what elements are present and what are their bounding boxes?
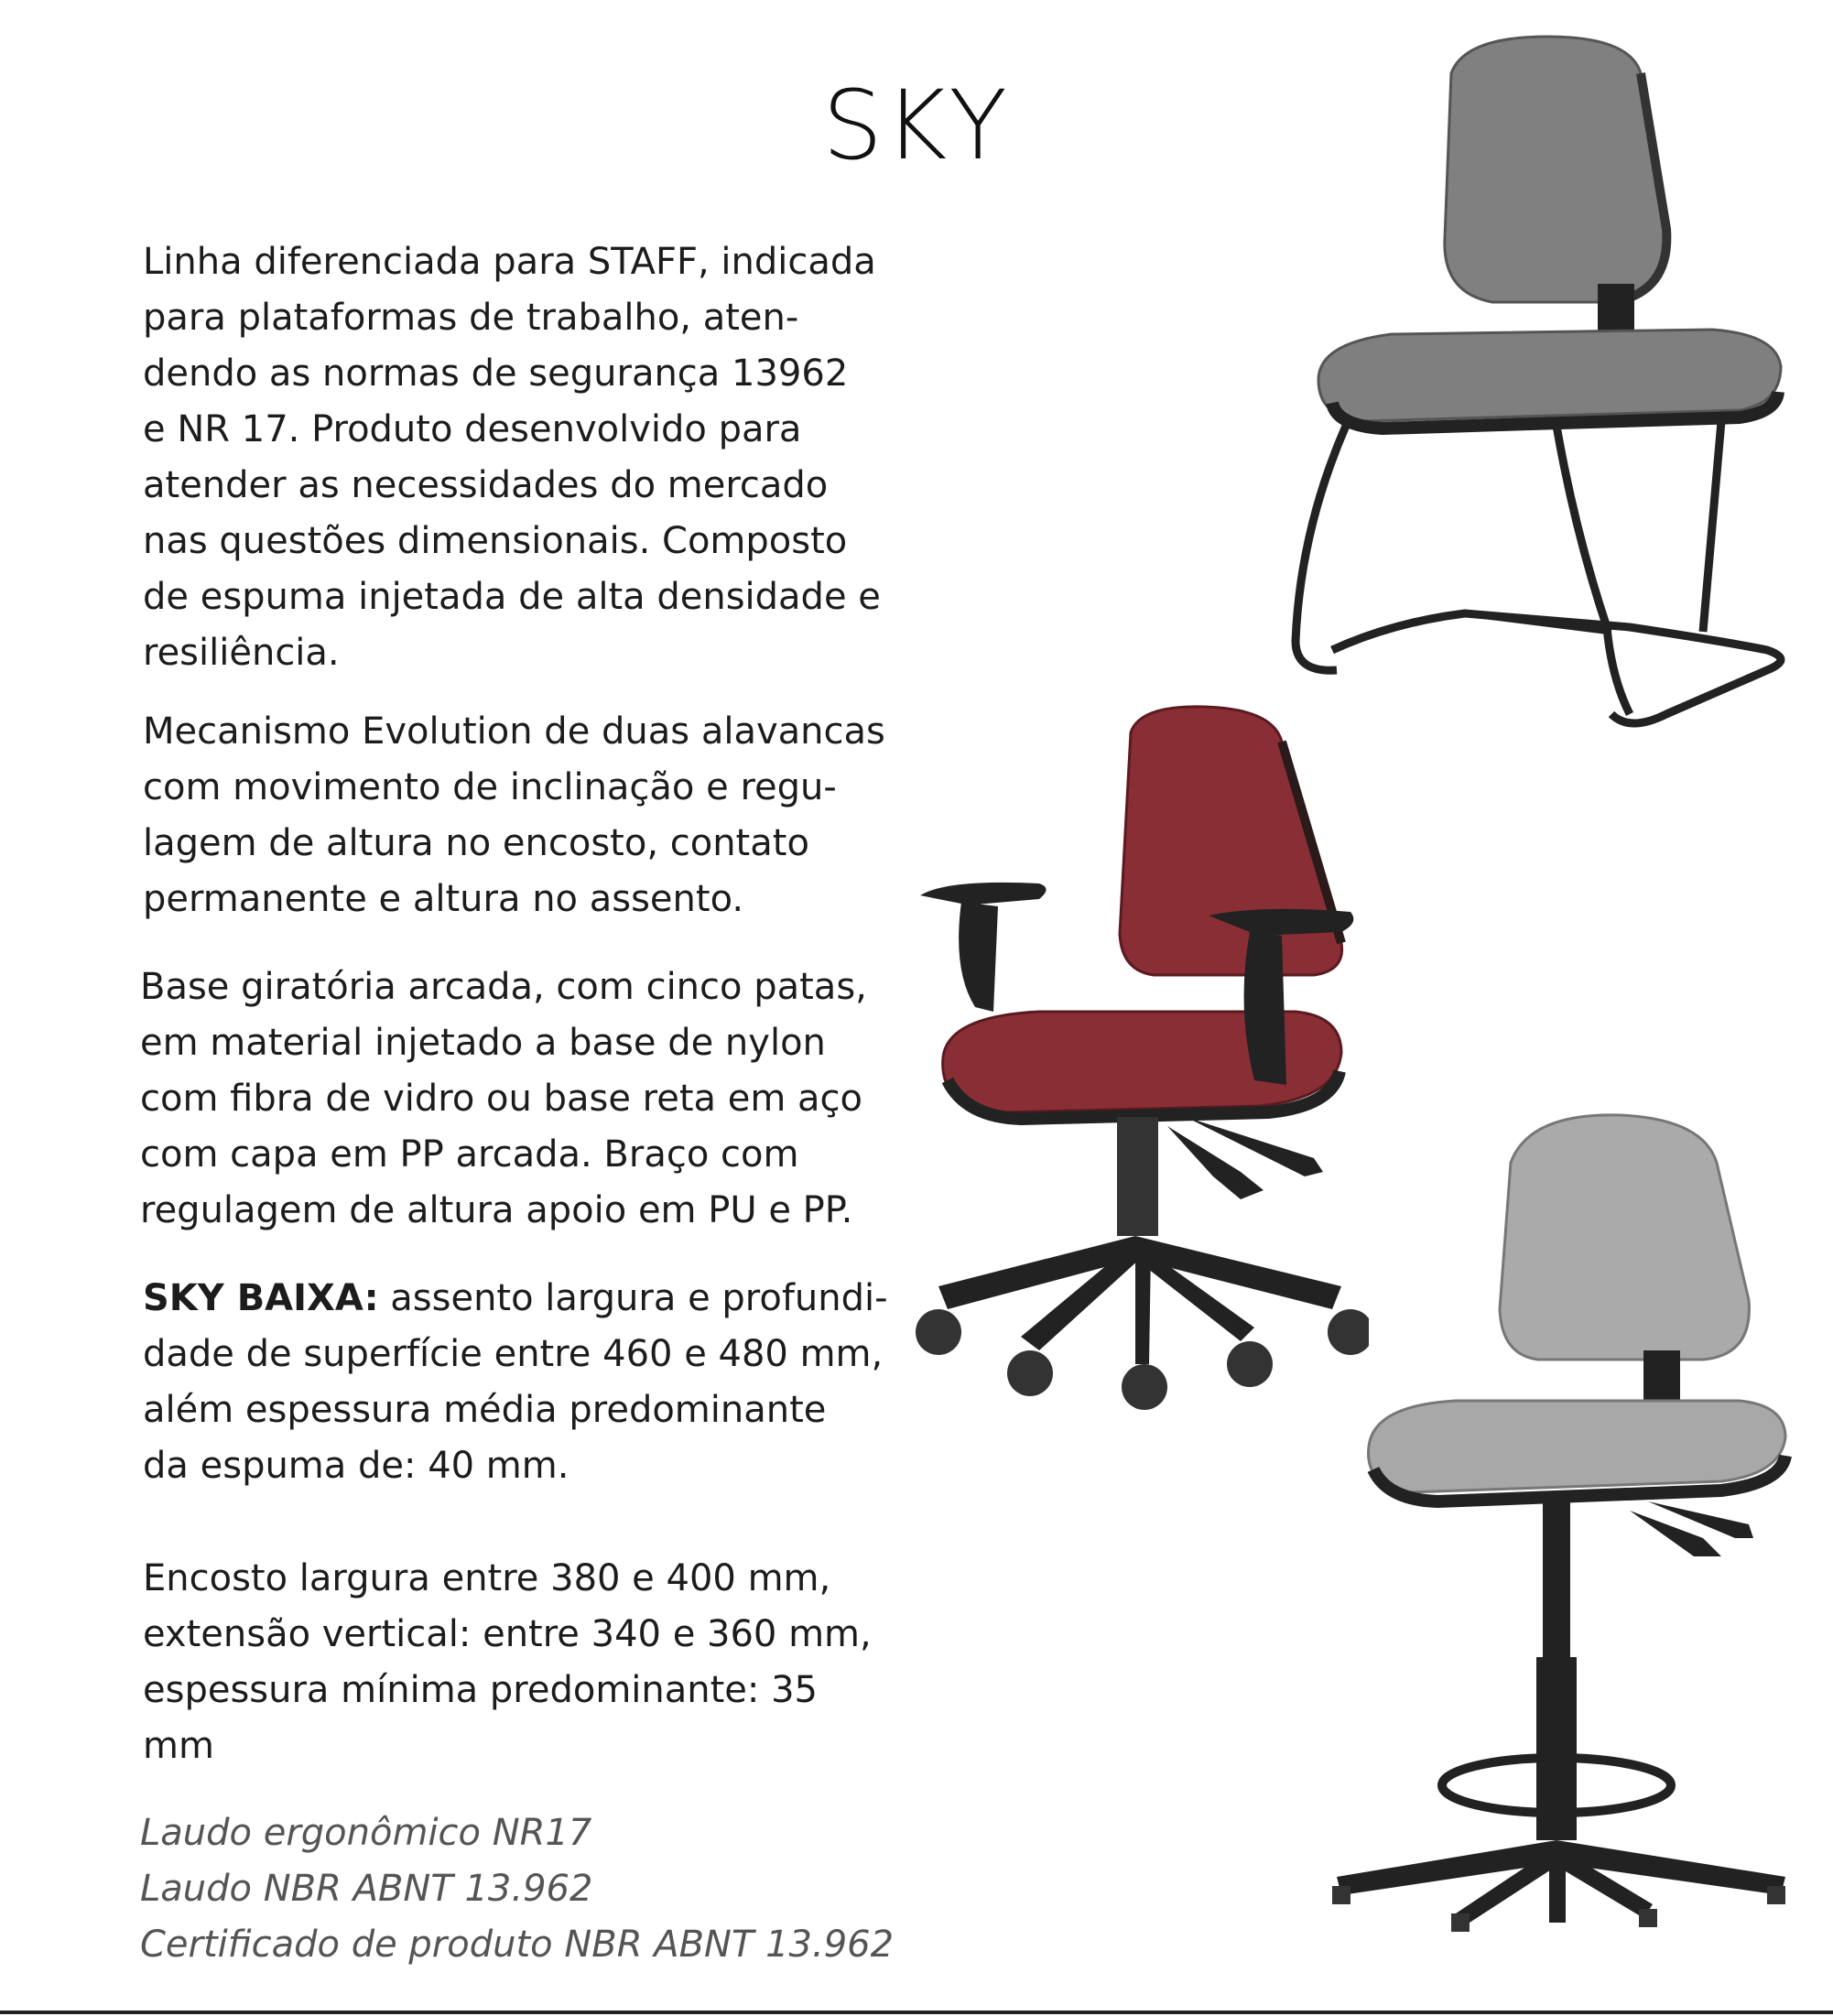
text-line: regulagem de altura apoio em PU e PP. — [140, 1189, 853, 1231]
text-line: Encosto largura entre 380 e 400 mm, — [143, 1557, 831, 1599]
page-title: SKY — [822, 70, 1009, 181]
drafting-stool-image — [1318, 1108, 1795, 1932]
sled-chair-image — [1282, 18, 1795, 732]
description-paragraph — [143, 234, 912, 681]
backrest-dimensions-paragraph — [143, 1551, 912, 1774]
text-line: com movimento de inclinação e regu- — [143, 766, 837, 808]
text-line: Mecanismo Evolution de duas alavancas — [143, 710, 885, 753]
text-line: de espuma injetada de alta densidade e — [143, 576, 881, 618]
text-line: Linha diferenciada para STAFF, indicada — [143, 241, 876, 283]
text-line: da espuma de: 40 mm. — [143, 1445, 569, 1487]
text-line: espessura mínima predominante: 35 — [143, 1669, 818, 1711]
text-line: atender as necessidades do mercado — [143, 464, 829, 506]
text-line — [143, 1271, 912, 1327]
text-line: extensão vertical: entre 340 e 360 mm, — [143, 1613, 872, 1655]
certification-item: Laudo ergonômico NR17 — [140, 1812, 592, 1854]
text-line: permanente e altura no assento. — [143, 878, 744, 920]
seat-dimensions-first-line: assento largura e profundi- — [378, 1277, 888, 1319]
seat-dimensions-paragraph — [143, 1271, 912, 1494]
certifications-list — [140, 1805, 894, 1973]
text-line: Base giratória arcada, com cinco patas, — [140, 966, 867, 1008]
text-line: além espessura média predominante — [143, 1389, 827, 1431]
text-line: com capa em PP arcada. Braço com — [140, 1133, 799, 1176]
text-line: nas questões dimensionais. Composto — [143, 520, 848, 562]
text-line: resiliência. — [143, 632, 340, 674]
certification-item: Laudo NBR ABNT 13.962 — [140, 1868, 593, 1910]
sky-baixa-label: SKY BAIXA: — [143, 1277, 379, 1319]
text-line: dendo as normas de segurança 13962 — [143, 352, 849, 395]
sled-chair-icon — [1282, 18, 1795, 732]
certification-item: Certificado de produto NBR ABNT 13.962 — [140, 1924, 895, 1966]
text-line: dade de superfície entre 460 e 480 mm, — [143, 1333, 884, 1375]
swivel-chair-icon — [911, 696, 1369, 1410]
base-paragraph — [140, 959, 909, 1239]
mechanism-paragraph — [143, 704, 912, 927]
text-line: com fibra de vidro ou base reta em aço — [140, 1078, 863, 1120]
text-line: lagem de altura no encosto, contato — [143, 822, 809, 864]
text-line: mm — [143, 1725, 214, 1767]
text-line: e NR 17. Produto desenvolvido para — [143, 408, 802, 450]
swivel-chair-image — [911, 696, 1369, 1410]
drafting-stool-icon — [1318, 1108, 1795, 1932]
text-line: para plataformas de trabalho, aten- — [143, 297, 799, 339]
text-line: em material injetado a base de nylon — [140, 1022, 826, 1064]
bottom-divider — [0, 2011, 1833, 2014]
